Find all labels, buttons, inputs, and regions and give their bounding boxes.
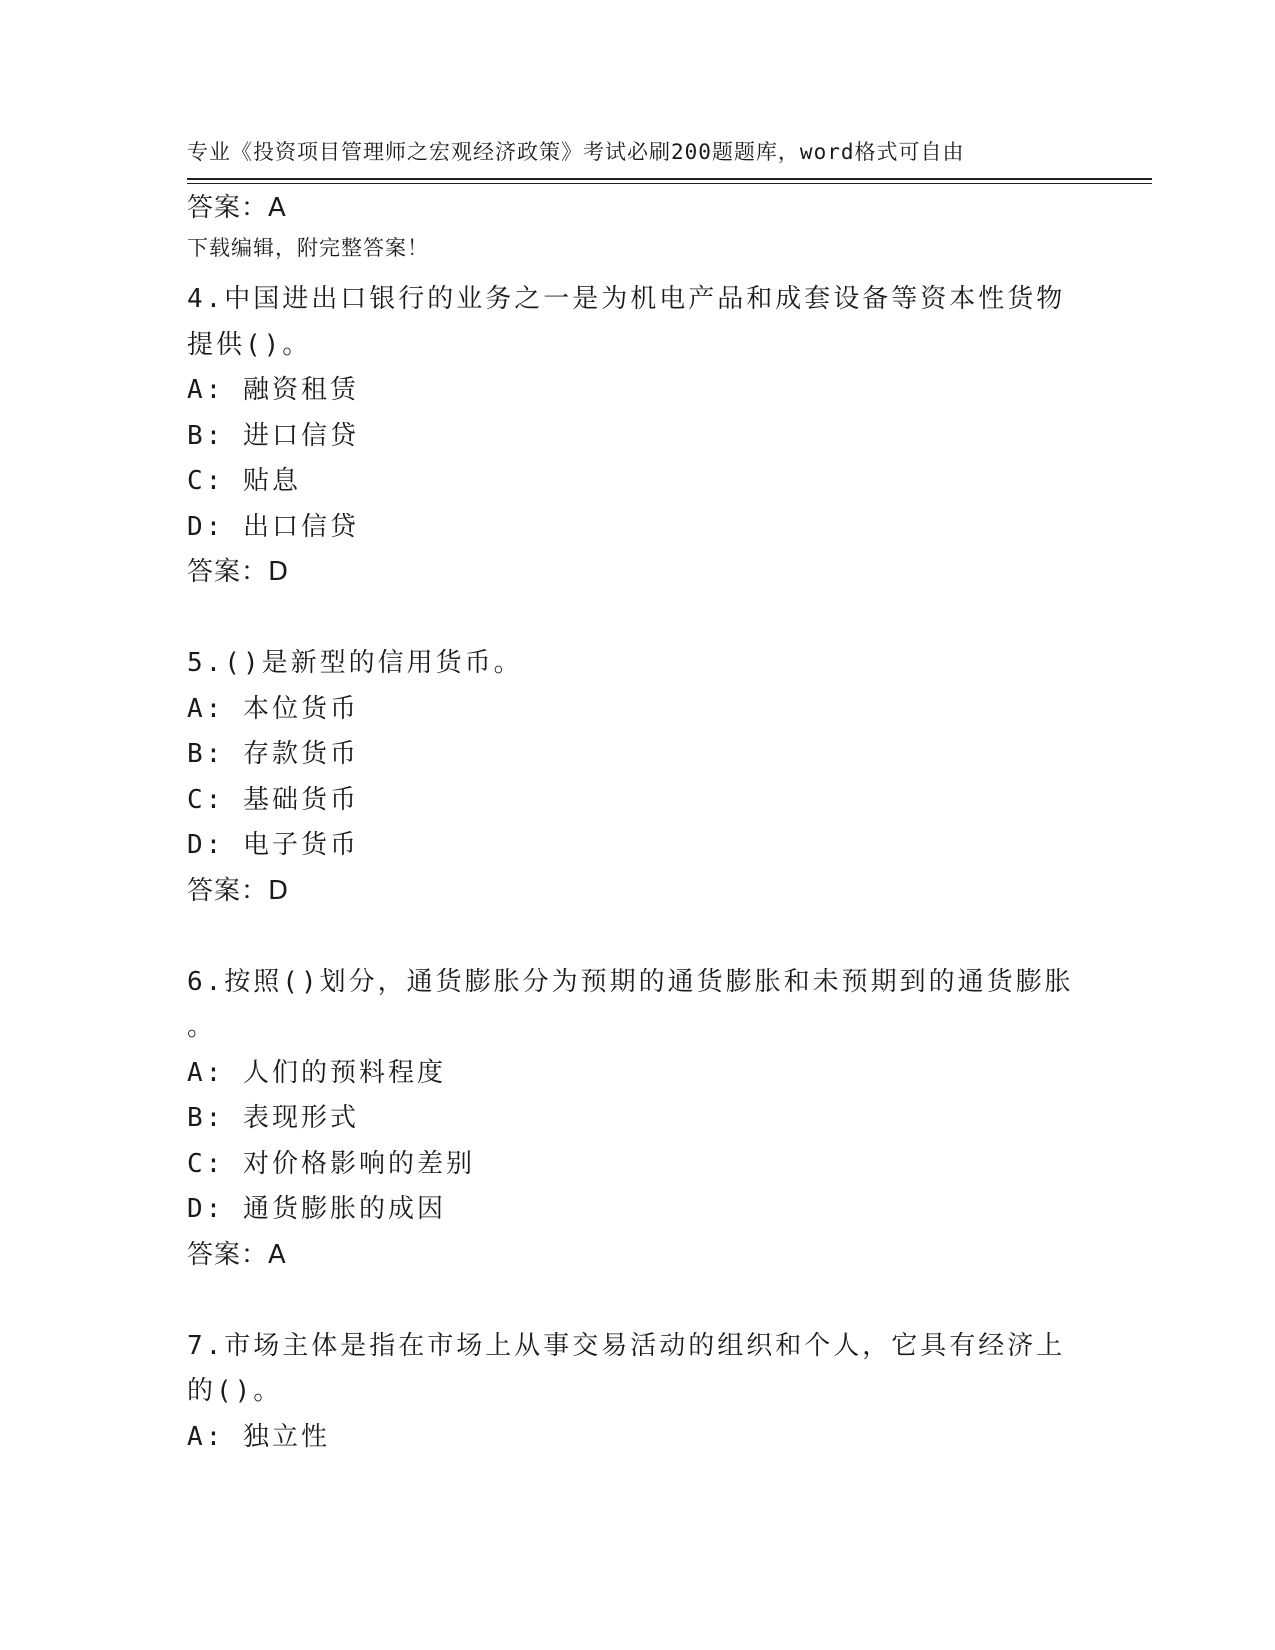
question-stem: 7.市场主体是指在市场上从事交易活动的组织和个人，它具有经济上 bbox=[187, 1330, 1066, 1361]
answer-line: 答案：D bbox=[187, 557, 290, 587]
option-c: C: 贴息 bbox=[187, 466, 301, 496]
question-item bbox=[187, 1324, 1087, 1461]
question-item bbox=[187, 641, 1087, 914]
option-a: A: 独立性 bbox=[187, 1421, 330, 1452]
answer-line: 答案：D bbox=[187, 875, 290, 906]
header-divider-thin bbox=[187, 183, 1152, 184]
option-a: A: 人们的预料程度 bbox=[187, 1057, 446, 1088]
spacer bbox=[187, 914, 1087, 960]
option-d: D: 电子货币 bbox=[187, 830, 359, 860]
question-stem-continued: 提供()。 bbox=[187, 329, 312, 360]
spacer bbox=[187, 596, 1087, 642]
question-item bbox=[187, 960, 1087, 1279]
option-d: D: 通货膨胀的成因 bbox=[187, 1194, 446, 1224]
header-divider-thick bbox=[187, 178, 1152, 180]
option-a: A: 融资租赁 bbox=[187, 375, 359, 405]
question-stem: 4.中国进出口银行的业务之一是为机电产品和成套设备等资本性货物 bbox=[187, 284, 1066, 314]
option-b: B: 进口信贷 bbox=[187, 420, 359, 451]
question-stem: 6.按照()划分，通货膨胀分为预期的通货膨胀和未预期到的通货膨胀 bbox=[187, 966, 1074, 997]
option-b: B: 存款货币 bbox=[187, 739, 359, 769]
spacer bbox=[187, 232, 1087, 278]
option-c: C: 对价格影响的差别 bbox=[187, 1148, 475, 1179]
question-stem-continued: 。 bbox=[187, 1012, 217, 1042]
question-list bbox=[187, 186, 1087, 1460]
answer-line: 答案：A bbox=[187, 1239, 287, 1270]
answer-line: 答案：A bbox=[187, 193, 287, 223]
header-line-1: 专业《投资项目管理师之宏观经济政策》考试必刷200题题库，word格式可自由 bbox=[187, 140, 965, 164]
spacer bbox=[187, 1278, 1087, 1324]
question-stem-continued: 的()。 bbox=[187, 1376, 283, 1406]
header-line-2: 下载编辑，附完整答案！ bbox=[187, 236, 429, 260]
option-b: B: 表现形式 bbox=[187, 1103, 359, 1133]
option-a: A: 本位货币 bbox=[187, 693, 359, 724]
option-d: D: 出口信贷 bbox=[187, 511, 359, 542]
question-item bbox=[187, 277, 1087, 596]
option-c: C: 基础货币 bbox=[187, 784, 359, 815]
question-stem: 5.()是新型的信用货币。 bbox=[187, 648, 523, 678]
